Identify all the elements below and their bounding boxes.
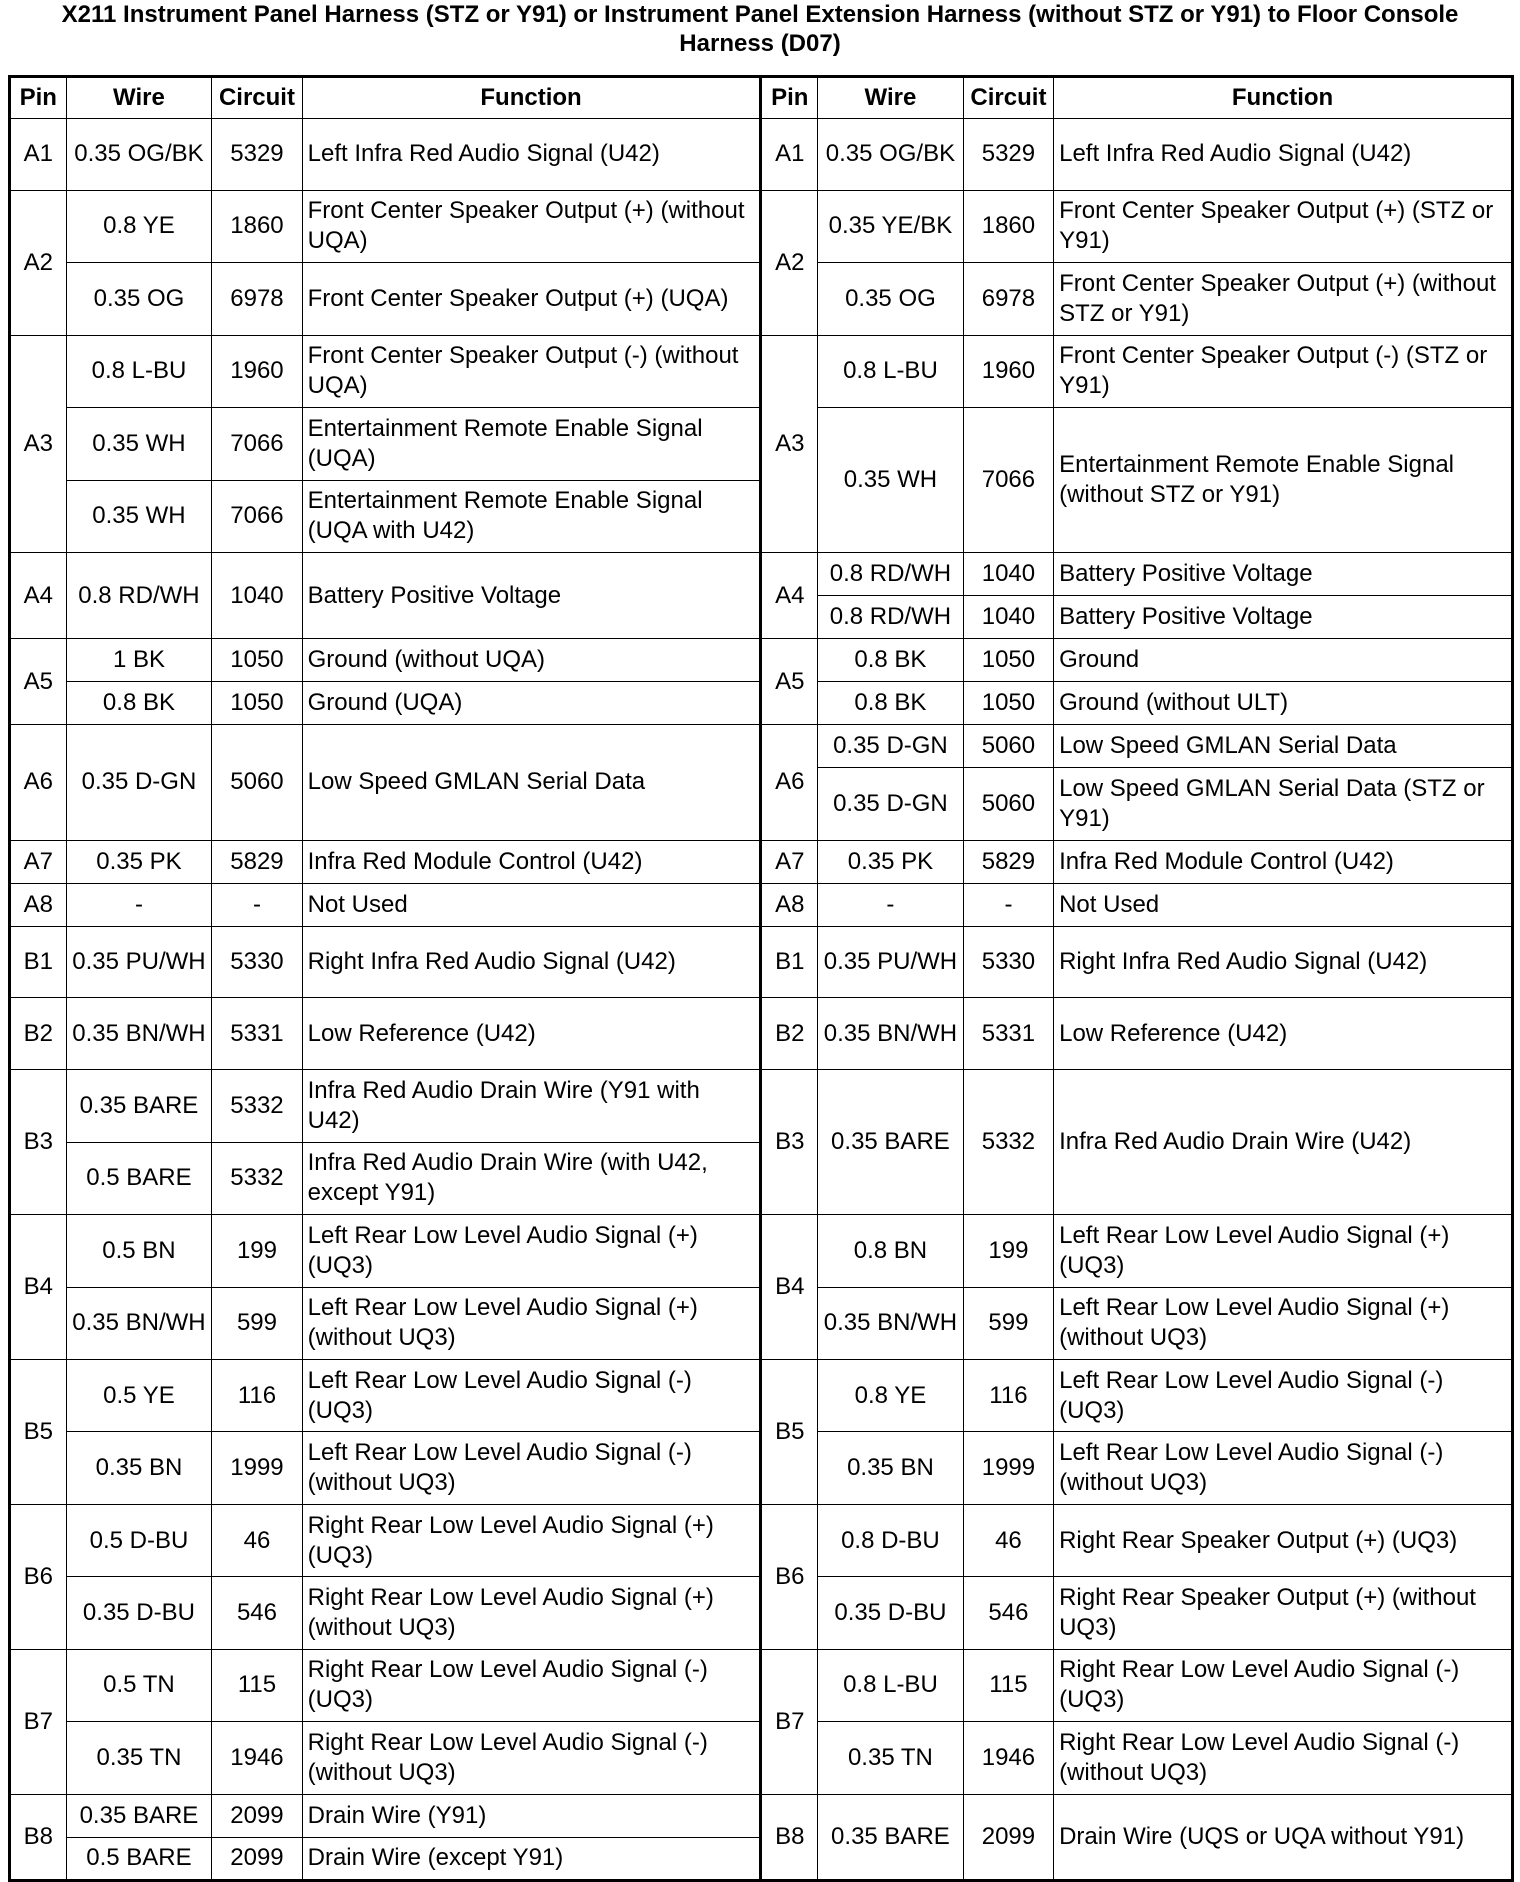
circuit-cell: 1960	[963, 335, 1053, 407]
wire-cell: 0.35 BARE	[66, 1070, 212, 1142]
wire-cell: 0.35 BARE	[818, 1070, 964, 1215]
wire-cell: 0.35 OG/BK	[818, 119, 964, 191]
table-row	[10, 553, 1513, 596]
header-circuit: Circuit	[212, 77, 302, 119]
wire-cell: 0.35 D-BU	[66, 1577, 212, 1649]
circuit-cell: 5332	[963, 1070, 1053, 1215]
circuit-cell: 7066	[212, 480, 302, 552]
function-cell: Ground	[1054, 639, 1513, 682]
pin-label: B3	[761, 1070, 818, 1215]
circuit-cell: -	[963, 883, 1053, 926]
function-cell: Infra Red Audio Drain Wire (Y91 with U42)	[302, 1070, 761, 1142]
wire-cell: 0.8 RD/WH	[66, 553, 212, 639]
circuit-cell: 5330	[963, 926, 1053, 998]
wire-cell: 1 BK	[66, 639, 212, 682]
circuit-cell: 6978	[212, 263, 302, 335]
header-pin: Pin	[761, 77, 818, 119]
function-cell: Right Rear Low Level Audio Signal (-) (UQ3)	[1054, 1649, 1513, 1721]
pin-label: B1	[10, 926, 67, 998]
pin-label: B4	[761, 1215, 818, 1360]
function-cell: Right Rear Speaker Output (+) (without UQ3)	[1054, 1577, 1513, 1649]
wire-cell: 0.8 RD/WH	[818, 596, 964, 639]
wire-cell: 0.35 PK	[818, 840, 964, 883]
pin-label: A1	[761, 119, 818, 191]
circuit-cell: 5330	[212, 926, 302, 998]
header-function: Function	[1054, 77, 1513, 119]
pin-label: B4	[10, 1215, 67, 1360]
circuit-cell: 5060	[963, 768, 1053, 840]
circuit-cell: 599	[963, 1287, 1053, 1359]
function-cell: Right Rear Low Level Audio Signal (+) (without UQ3)	[302, 1577, 761, 1649]
pin-label: A5	[761, 639, 818, 725]
pin-label: A4	[10, 553, 67, 639]
pin-label: B5	[761, 1359, 818, 1504]
wire-cell: 0.8 YE	[66, 190, 212, 262]
function-cell: Left Infra Red Audio Signal (U42)	[302, 119, 761, 191]
wire-cell: 0.35 WH	[66, 480, 212, 552]
wire-cell: 0.35 D-BU	[818, 1577, 964, 1649]
table-row	[10, 335, 1513, 407]
wire-cell: 0.35 D-GN	[66, 725, 212, 840]
header-wire: Wire	[818, 77, 964, 119]
function-cell: Right Rear Low Level Audio Signal (-) (without UQ3)	[1054, 1722, 1513, 1794]
wire-cell: 0.35 TN	[66, 1722, 212, 1794]
pin-label: A8	[10, 883, 67, 926]
wire-cell: 0.8 BK	[818, 682, 964, 725]
function-cell: Right Rear Low Level Audio Signal (+) (UQ3)	[302, 1504, 761, 1576]
circuit-cell: 7066	[212, 408, 302, 480]
circuit-cell: 46	[963, 1504, 1053, 1576]
function-cell: Low Reference (U42)	[302, 998, 761, 1070]
circuit-cell: 115	[212, 1649, 302, 1721]
function-cell: Battery Positive Voltage	[1054, 553, 1513, 596]
table-row	[10, 639, 1513, 682]
circuit-cell: 7066	[963, 408, 1053, 553]
circuit-cell: 5331	[963, 998, 1053, 1070]
circuit-cell: 1050	[963, 639, 1053, 682]
pin-label: B2	[761, 998, 818, 1070]
wire-cell: 0.35 OG	[818, 263, 964, 335]
function-cell: Right Rear Low Level Audio Signal (-) (UQ3)	[302, 1649, 761, 1721]
wire-cell: -	[66, 883, 212, 926]
circuit-cell: 546	[212, 1577, 302, 1649]
function-cell: Left Rear Low Level Audio Signal (+) (without UQ3)	[1054, 1287, 1513, 1359]
circuit-cell: 1860	[212, 190, 302, 262]
wire-cell: 0.35 WH	[66, 408, 212, 480]
pin-label: A7	[761, 840, 818, 883]
wire-cell: 0.35 OG	[66, 263, 212, 335]
wire-cell: 0.35 WH	[818, 408, 964, 553]
circuit-cell: 2099	[963, 1794, 1053, 1880]
circuit-cell: 599	[212, 1287, 302, 1359]
wire-cell: 0.5 TN	[66, 1649, 212, 1721]
function-cell: Infra Red Audio Drain Wire (with U42, except Y91)	[302, 1142, 761, 1214]
wire-cell: 0.5 BN	[66, 1215, 212, 1287]
circuit-cell: 5329	[212, 119, 302, 191]
wire-cell: 0.35 PU/WH	[818, 926, 964, 998]
function-cell: Right Infra Red Audio Signal (U42)	[302, 926, 761, 998]
function-cell: Left Rear Low Level Audio Signal (+) (without UQ3)	[302, 1287, 761, 1359]
circuit-cell: 1040	[963, 596, 1053, 639]
table-row	[10, 119, 1513, 191]
circuit-cell: 6978	[963, 263, 1053, 335]
table-row	[10, 190, 1513, 262]
table-row	[10, 1794, 1513, 1837]
circuit-cell: -	[212, 883, 302, 926]
circuit-cell: 1999	[963, 1432, 1053, 1504]
function-cell: Left Rear Low Level Audio Signal (+) (UQ3)	[1054, 1215, 1513, 1287]
pin-label: A6	[10, 725, 67, 840]
pin-label: B3	[10, 1070, 67, 1215]
table-row	[10, 1504, 1513, 1576]
circuit-cell: 5060	[963, 725, 1053, 768]
wire-cell: 0.5 D-BU	[66, 1504, 212, 1576]
pin-label: B5	[10, 1359, 67, 1504]
wire-cell: 0.8 D-BU	[818, 1504, 964, 1576]
function-cell: Left Infra Red Audio Signal (U42)	[1054, 119, 1513, 191]
table-row	[10, 1359, 1513, 1431]
function-cell: Front Center Speaker Output (+) (STZ or Y91)	[1054, 190, 1513, 262]
function-cell: Ground (without ULT)	[1054, 682, 1513, 725]
pin-label: A1	[10, 119, 67, 191]
function-cell: Battery Positive Voltage	[1054, 596, 1513, 639]
function-cell: Left Rear Low Level Audio Signal (-) (UQ3)	[1054, 1359, 1513, 1431]
function-cell: Right Rear Speaker Output (+) (UQ3)	[1054, 1504, 1513, 1576]
circuit-cell: 5829	[963, 840, 1053, 883]
pin-label: B6	[10, 1504, 67, 1649]
pin-label: A2	[10, 190, 67, 335]
function-cell: Drain Wire (UQS or UQA without Y91)	[1054, 1794, 1513, 1880]
circuit-cell: 1946	[963, 1722, 1053, 1794]
wire-cell: 0.8 BN	[818, 1215, 964, 1287]
wire-cell: 0.35 PU/WH	[66, 926, 212, 998]
function-cell: Entertainment Remote Enable Signal (UQA with U42)	[302, 480, 761, 552]
function-cell: Infra Red Module Control (U42)	[1054, 840, 1513, 883]
header-pin: Pin	[10, 77, 67, 119]
wire-cell: 0.8 BK	[818, 639, 964, 682]
circuit-cell: 116	[212, 1359, 302, 1431]
circuit-cell: 46	[212, 1504, 302, 1576]
wire-cell: 0.35 BN/WH	[66, 1287, 212, 1359]
pin-label: A3	[10, 335, 67, 552]
wire-cell: 0.35 OG/BK	[66, 119, 212, 191]
function-cell: Low Speed GMLAN Serial Data	[302, 725, 761, 840]
function-cell: Left Rear Low Level Audio Signal (-) (without UQ3)	[302, 1432, 761, 1504]
pin-label: A7	[10, 840, 67, 883]
circuit-cell: 5332	[212, 1142, 302, 1214]
circuit-cell: 1040	[963, 553, 1053, 596]
pin-label: A5	[10, 639, 67, 725]
function-cell: Drain Wire (Y91)	[302, 1794, 761, 1837]
function-cell: Ground (UQA)	[302, 682, 761, 725]
wire-cell: 0.8 L-BU	[818, 335, 964, 407]
circuit-cell: 1050	[963, 682, 1053, 725]
circuit-cell: 2099	[212, 1837, 302, 1880]
function-cell: Drain Wire (except Y91)	[302, 1837, 761, 1880]
wire-cell: 0.35 TN	[818, 1722, 964, 1794]
header-function: Function	[302, 77, 761, 119]
wire-cell: 0.35 BN/WH	[66, 998, 212, 1070]
circuit-cell: 5829	[212, 840, 302, 883]
wire-cell: 0.35 BARE	[818, 1794, 964, 1880]
table-row	[10, 1070, 1513, 1142]
wire-cell: 0.35 BN/WH	[818, 998, 964, 1070]
circuit-cell: 1050	[212, 639, 302, 682]
pin-label: B8	[761, 1794, 818, 1880]
table-row	[10, 1215, 1513, 1287]
wire-cell: 0.8 BK	[66, 682, 212, 725]
pin-label: B1	[761, 926, 818, 998]
circuit-cell: 199	[212, 1215, 302, 1287]
table-row	[10, 998, 1513, 1070]
function-cell: Not Used	[302, 883, 761, 926]
wire-cell: 0.35 BN/WH	[818, 1287, 964, 1359]
wire-cell: 0.35 YE/BK	[818, 190, 964, 262]
table-row	[10, 1649, 1513, 1721]
wire-cell: 0.35 D-GN	[818, 725, 964, 768]
pin-label: A8	[761, 883, 818, 926]
circuit-cell: 5060	[212, 725, 302, 840]
wire-cell: 0.35 BARE	[66, 1794, 212, 1837]
wire-cell: 0.5 YE	[66, 1359, 212, 1431]
header-circuit: Circuit	[963, 77, 1053, 119]
circuit-cell: 1999	[212, 1432, 302, 1504]
function-cell: Infra Red Module Control (U42)	[302, 840, 761, 883]
wire-cell: 0.8 L-BU	[818, 1649, 964, 1721]
function-cell: Infra Red Audio Drain Wire (U42)	[1054, 1070, 1513, 1215]
function-cell: Left Rear Low Level Audio Signal (-) (UQ3)	[302, 1359, 761, 1431]
wire-cell: 0.5 BARE	[66, 1837, 212, 1880]
function-cell: Ground (without UQA)	[302, 639, 761, 682]
wire-cell: 0.35 BN	[818, 1432, 964, 1504]
circuit-cell: 115	[963, 1649, 1053, 1721]
function-cell: Entertainment Remote Enable Signal (UQA)	[302, 408, 761, 480]
circuit-cell: 1860	[963, 190, 1053, 262]
pin-label: A2	[761, 190, 818, 335]
function-cell: Front Center Speaker Output (+) (without STZ or Y91)	[1054, 263, 1513, 335]
function-cell: Left Rear Low Level Audio Signal (+) (UQ3)	[302, 1215, 761, 1287]
wire-cell: 0.35 D-GN	[818, 768, 964, 840]
pin-label: A6	[761, 725, 818, 840]
function-cell: Right Infra Red Audio Signal (U42)	[1054, 926, 1513, 998]
function-cell: Entertainment Remote Enable Signal (without STZ or Y91)	[1054, 408, 1513, 553]
table-row	[10, 883, 1513, 926]
function-cell: Front Center Speaker Output (+) (without UQA)	[302, 190, 761, 262]
pin-label: B7	[761, 1649, 818, 1794]
table-row	[10, 840, 1513, 883]
pin-label: B7	[10, 1649, 67, 1794]
table-row	[10, 725, 1513, 768]
table-row	[10, 926, 1513, 998]
circuit-cell: 1040	[212, 553, 302, 639]
connector-pinout-table	[8, 75, 1514, 1882]
circuit-cell: 1960	[212, 335, 302, 407]
function-cell: Not Used	[1054, 883, 1513, 926]
function-cell: Battery Positive Voltage	[302, 553, 761, 639]
pin-label: B6	[761, 1504, 818, 1649]
wire-cell: 0.8 L-BU	[66, 335, 212, 407]
circuit-cell: 5331	[212, 998, 302, 1070]
function-cell: Low Speed GMLAN Serial Data	[1054, 725, 1513, 768]
circuit-cell: 546	[963, 1577, 1053, 1649]
circuit-cell: 1946	[212, 1722, 302, 1794]
function-cell: Front Center Speaker Output (-) (without UQA)	[302, 335, 761, 407]
pin-label: A4	[761, 553, 818, 639]
wire-cell: 0.5 BARE	[66, 1142, 212, 1214]
circuit-cell: 116	[963, 1359, 1053, 1431]
circuit-cell: 2099	[212, 1794, 302, 1837]
wire-cell: 0.35 PK	[66, 840, 212, 883]
header-row	[10, 77, 1513, 119]
wire-cell: -	[818, 883, 964, 926]
header-wire: Wire	[66, 77, 212, 119]
function-cell: Front Center Speaker Output (+) (UQA)	[302, 263, 761, 335]
title-line-1: X211 Instrument Panel Harness (STZ or Y91) or Instrument Panel Extension Harness (without STZ or Y91) to Floor Console	[61, 1, 1459, 28]
function-cell: Low Reference (U42)	[1054, 998, 1513, 1070]
function-cell: Right Rear Low Level Audio Signal (-) (without UQ3)	[302, 1722, 761, 1794]
circuit-cell: 5332	[212, 1070, 302, 1142]
pin-label: A3	[761, 335, 818, 552]
wire-cell: 0.8 RD/WH	[818, 553, 964, 596]
pin-label: B2	[10, 998, 67, 1070]
circuit-cell: 5329	[963, 119, 1053, 191]
pin-label: B8	[10, 1794, 67, 1880]
function-cell: Left Rear Low Level Audio Signal (-) (without UQ3)	[1054, 1432, 1513, 1504]
title-line-2: Harness (D07)	[679, 30, 841, 57]
wire-cell: 0.8 YE	[818, 1359, 964, 1431]
circuit-cell: 1050	[212, 682, 302, 725]
table-body	[10, 119, 1513, 1881]
circuit-cell: 199	[963, 1215, 1053, 1287]
function-cell: Front Center Speaker Output (-) (STZ or Y91)	[1054, 335, 1513, 407]
function-cell: Low Speed GMLAN Serial Data (STZ or Y91)	[1054, 768, 1513, 840]
wire-cell: 0.35 BN	[66, 1432, 212, 1504]
document-title	[0, 0, 1520, 58]
